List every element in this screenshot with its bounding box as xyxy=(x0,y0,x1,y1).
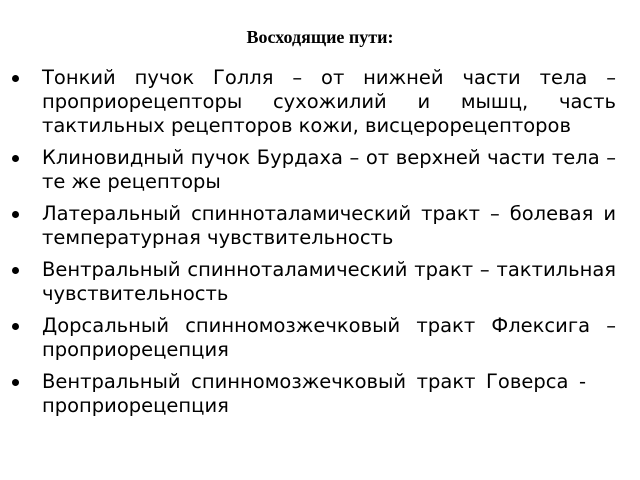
list-item xyxy=(12,258,616,306)
list-item-text: Латеральный спинноталамический тракт – болевая и температурная чувствительность xyxy=(42,202,616,249)
list-item xyxy=(12,370,616,418)
ascending-pathways-list xyxy=(12,66,616,426)
bullet-icon xyxy=(12,323,19,330)
list-item xyxy=(12,314,616,362)
list-item-text: Клиновидный пучок Бурдаха – от верхней части тела – те же рецепторы xyxy=(42,146,616,193)
list-item xyxy=(12,146,616,194)
list-item-text-end: проприорецепция xyxy=(42,394,229,417)
bullet-icon xyxy=(12,267,19,274)
list-item-text: Вентральный спинномозжечковый тракт Говерса - xyxy=(42,370,586,393)
list-item-text: Дорсальный спинномозжечковый тракт Флексига – проприорецепция xyxy=(42,314,616,361)
list-item-text: Тонкий пучок Голля – от нижней части тела – проприорецепторы сухожилий и мышц, часть тактильных рецепторов кожи, висцерорецепторов xyxy=(42,66,616,137)
bullet-icon xyxy=(12,75,19,82)
bullet-icon xyxy=(12,211,19,218)
bullet-icon xyxy=(12,155,19,162)
slide-title: Восходящие пути: xyxy=(246,27,394,47)
list-item-text: Вентральный спинноталамический тракт – тактильная чувствительность xyxy=(42,258,616,305)
bullet-icon xyxy=(12,379,19,386)
list-item xyxy=(12,202,616,250)
list-item xyxy=(12,66,616,138)
